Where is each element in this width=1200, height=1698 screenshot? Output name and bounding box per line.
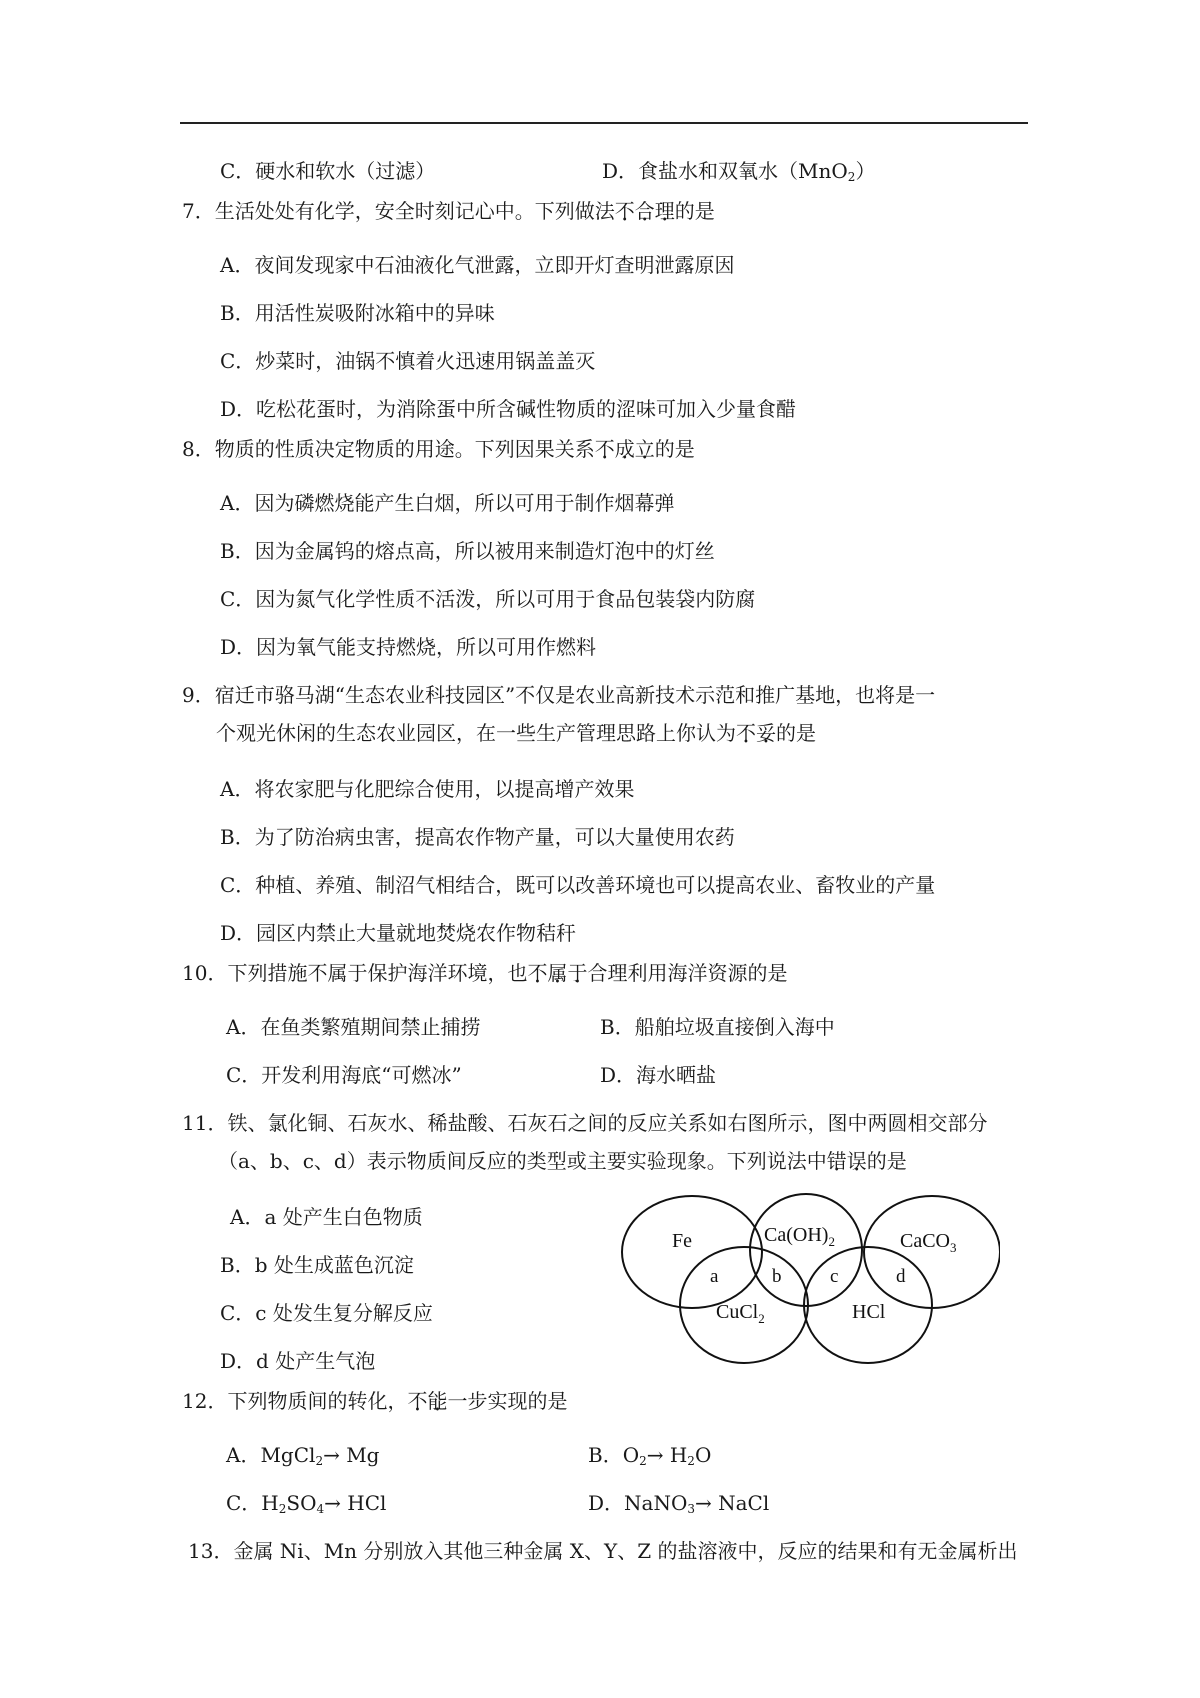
label-d: d	[896, 1266, 906, 1287]
q7-option-d: D．吃松花蛋时，为消除蛋中所含碱性物质的涩味可加入少量食醋	[220, 397, 797, 421]
q12-option-b: B．$O_2\to H_2O$	[588, 1443, 712, 1468]
q8-option-b: B．因为金属钨的熔点高，所以被用来制造灯泡中的灯丝	[220, 539, 715, 563]
label-fe: Fe	[672, 1230, 692, 1252]
q8-option-a: A．因为磷燃烧能产生白烟，所以可用于制作烟幕弹	[220, 491, 675, 515]
q12-option-d: D．NaNO$_3$→ NaCl	[588, 1491, 770, 1516]
q9-stem-line1: 9．宿迁市骆马湖“生态农业科技园区”不仅是农业高新技术示范和推广基地，也将是一	[182, 683, 936, 707]
q9-option-b: B．为了防治病虫害，提高农作物产量，可以大量使用农药	[220, 825, 735, 849]
label-caco3: CaCO$_3$	[900, 1230, 957, 1255]
q11-stem-line2: （a、b、c、d）表示物质间反应的类型或主要实验现象。下列说法中错误的是	[218, 1149, 907, 1173]
label-c: c	[830, 1266, 839, 1287]
q9-option-c: C．种植、养殖、制沼气相结合，既可以改善环境也可以提高农业、畜牧业的产量	[220, 873, 936, 897]
q7-option-b: B．用活性炭吸附冰箱中的异味	[220, 301, 495, 325]
q6-option-c: C．硬水和软水（过滤）	[220, 159, 436, 183]
circle-fe	[622, 1196, 762, 1308]
q10-option-d: D．海水晒盐	[600, 1063, 717, 1087]
q11-option-b: B．b 处生成蓝色沉淀	[220, 1253, 414, 1277]
q9-option-d: D．园区内禁止大量就地焚烧农作物秸秆	[220, 921, 577, 945]
label-a: a	[710, 1266, 719, 1287]
label-hcl: HCl	[852, 1301, 886, 1323]
q8-option-d: D．因为氧气能支持燃烧，所以可用作燃料	[220, 635, 597, 659]
q8-stem: 8．物质的性质决定物质的用途。下列因果关系不成立的是	[182, 437, 695, 461]
label-b: b	[772, 1266, 782, 1287]
label-cucl2: CuCl$_2$	[716, 1301, 765, 1326]
q9-stem-line2: 个观光休闲的生态农业园区，在一些生产管理思路上你认为不妥的是	[216, 721, 816, 745]
q9-option-a: A．将农家肥与化肥综合使用，以提高增产效果	[220, 777, 635, 801]
header-rule	[180, 122, 1028, 124]
reaction-circle-diagram	[620, 1190, 1000, 1370]
circle-caco3	[864, 1196, 1000, 1308]
q12-option-c: C．$H_2SO_4\to$ HCl	[226, 1491, 387, 1516]
q11-stem-line1: 11．铁、氯化铜、石灰水、稀盐酸、石灰石之间的反应关系如右图所示，图中两圆相交部分	[182, 1111, 988, 1135]
q7-stem: 7．生活处处有化学，安全时刻记心中。下列做法不合理的是	[182, 199, 715, 223]
q10-option-a: A．在鱼类繁殖期间禁止捕捞	[226, 1015, 481, 1039]
q11-option-a: A．a 处产生白色物质	[230, 1205, 423, 1229]
label-caoh2: $Ca(OH)_2$	[764, 1224, 835, 1249]
q12-option-a: A．MgCl$_2$→ Mg	[226, 1443, 380, 1468]
q10-stem: 10．下列措施不属于保护海洋环境，也不属于合理利用海洋资源的是	[182, 961, 788, 985]
q11-option-d: D．d 处产生气泡	[220, 1349, 376, 1373]
q10-option-b: B．船舶垃圾直接倒入海中	[600, 1015, 835, 1039]
q12-stem: 12．下列物质间的转化，不能一步实现的是	[182, 1389, 568, 1413]
q7-option-c: C．炒菜时，油锅不慎着火迅速用锅盖盖灭	[220, 349, 596, 373]
q13-stem-line1: 13．金属 Ni、Mn 分别放入其他三种金属 X、Y、Z 的盐溶液中，反应的结果和有无金属析出	[188, 1539, 1018, 1563]
q8-option-c: C．因为氮气化学性质不活泼，所以可用于食品包装袋内防腐	[220, 587, 756, 611]
q10-option-c: C．开发利用海底“可燃冰”	[226, 1063, 462, 1087]
q7-option-a: A．夜间发现家中石油液化气泄露，立即开灯查明泄露原因	[220, 253, 735, 277]
q11-option-c: C．c 处发生复分解反应	[220, 1301, 433, 1325]
q6-option-d: D．食盐水和双氧水（MnO$_2$）	[602, 159, 876, 184]
